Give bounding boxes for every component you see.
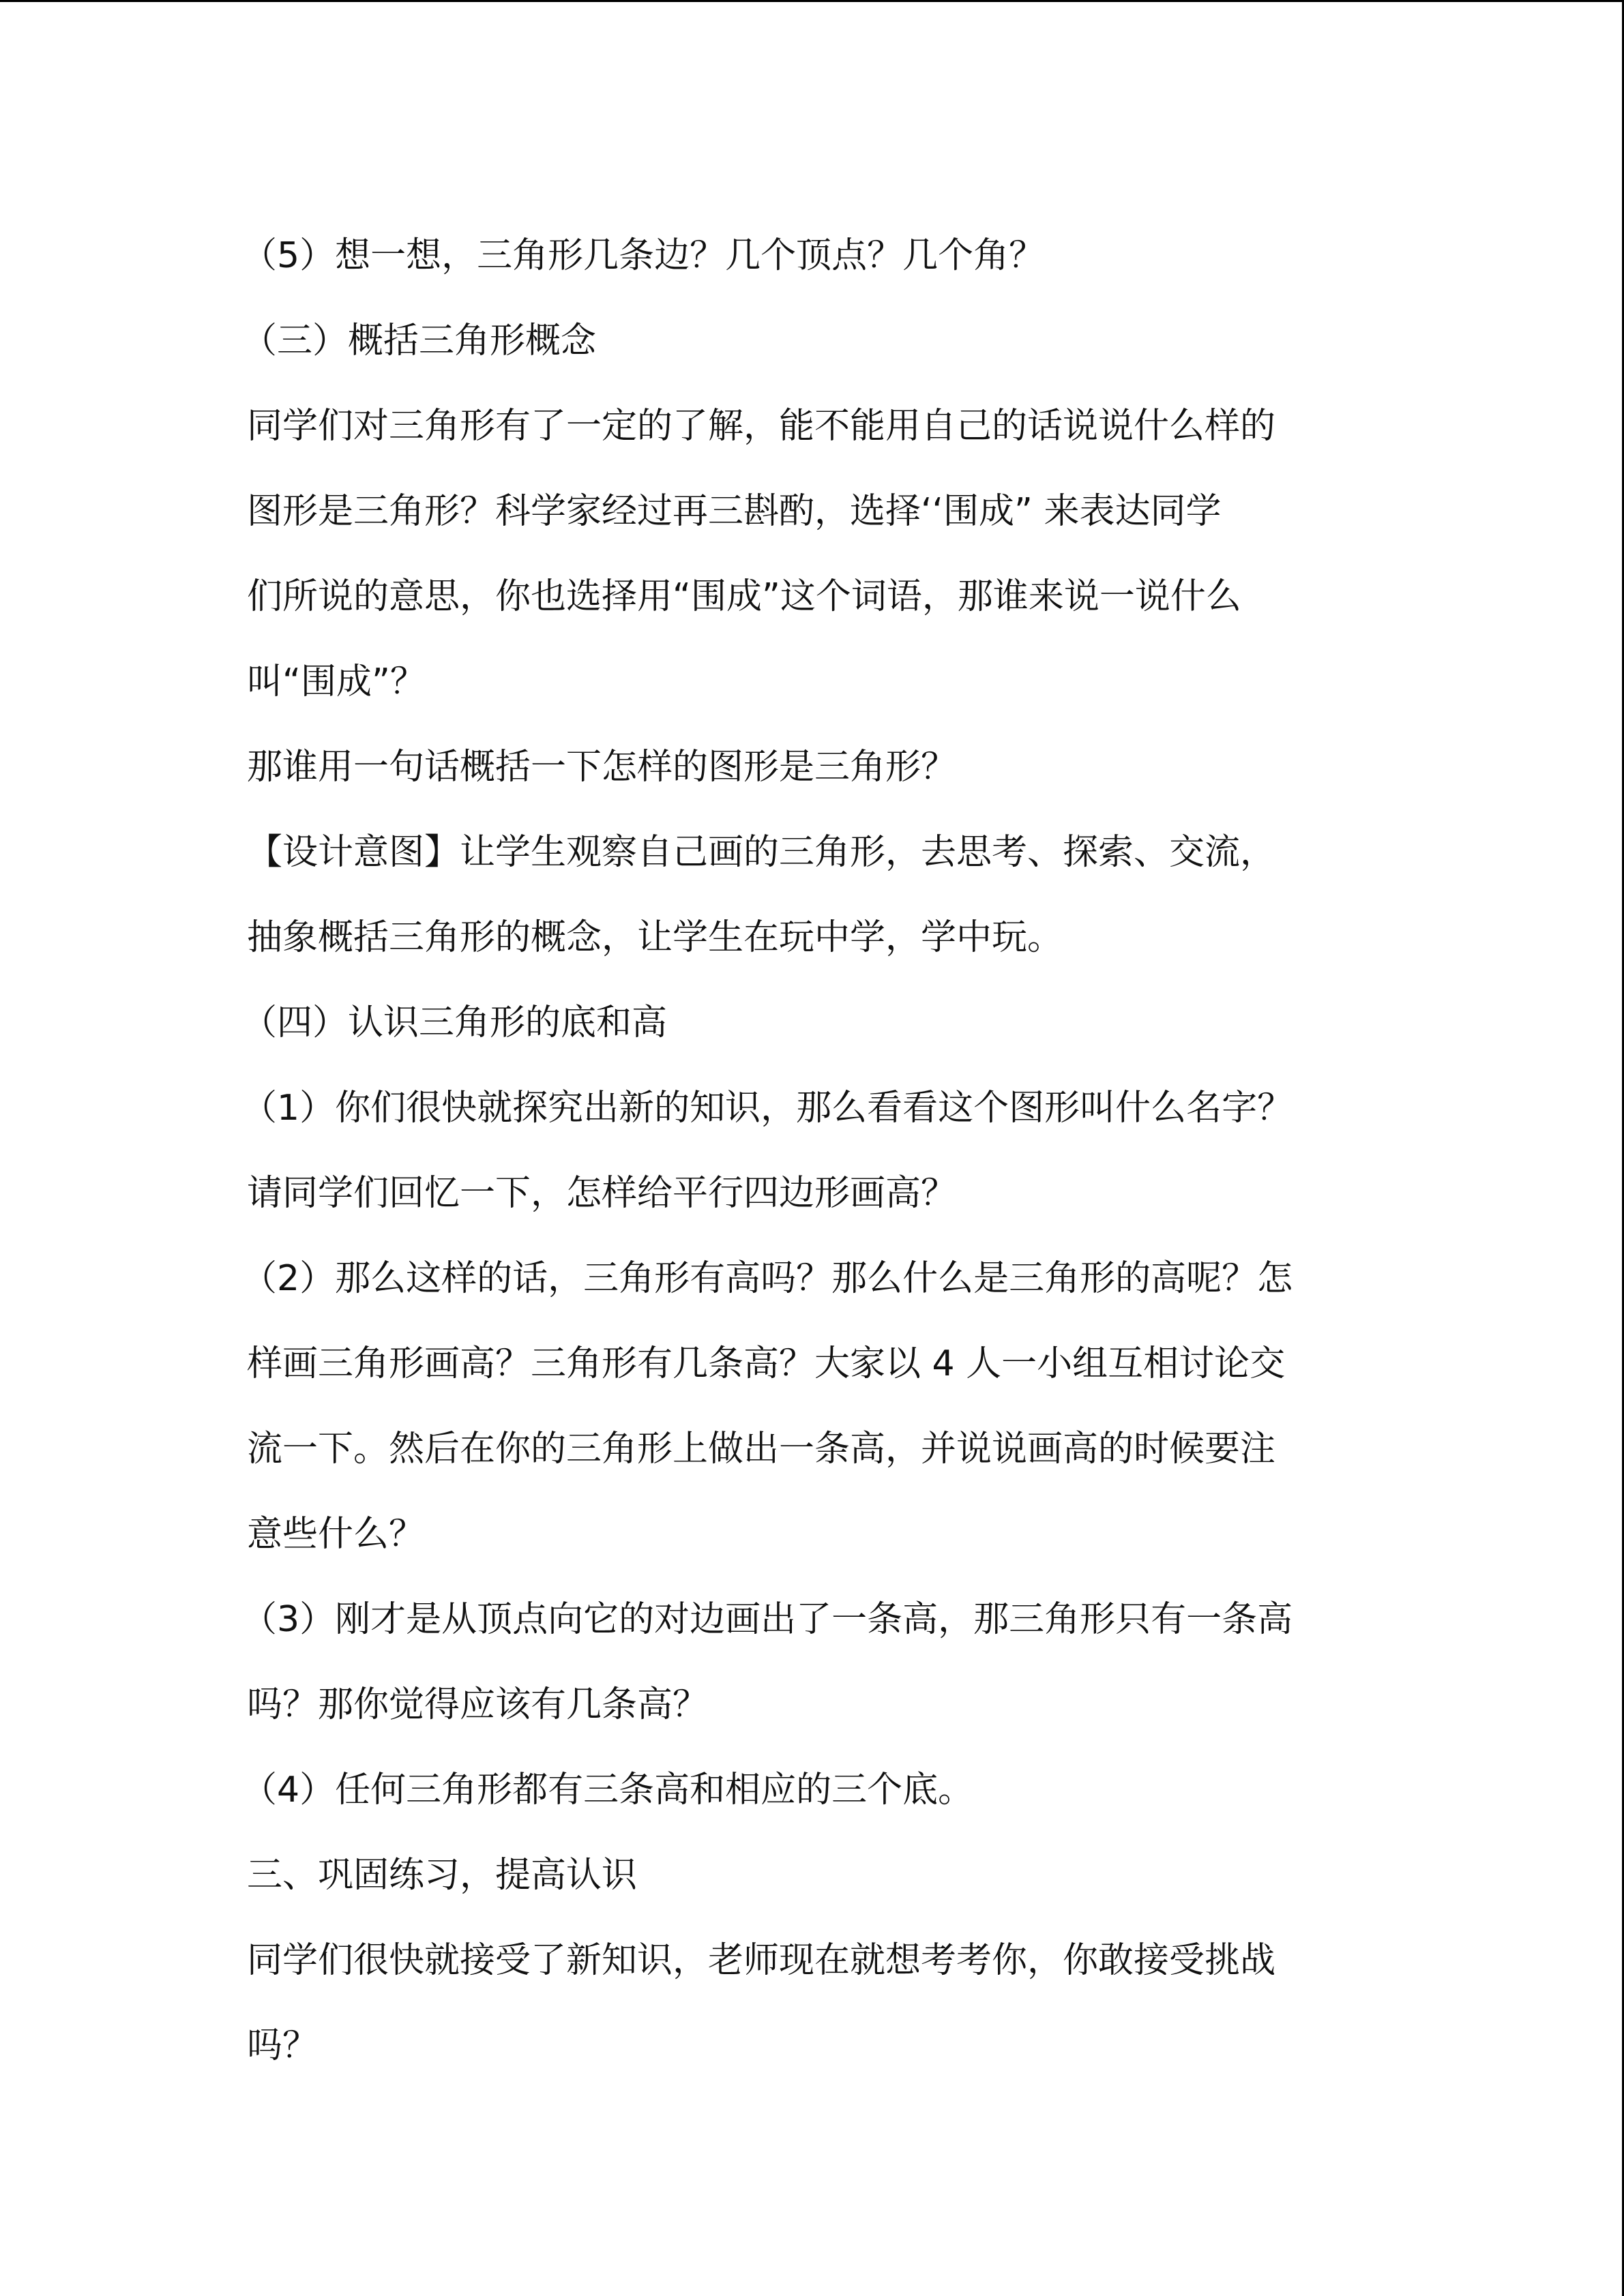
section-heading: 三、巩固练习，提高认识 <box>247 1855 638 1896</box>
paragraph-line: 同学们对三角形有了一定的了解，能不能用自己的话说说什么样的 <box>247 406 1276 447</box>
paragraph-line: 那谁用一句话概括一下怎样的图形是三角形？ <box>247 747 957 788</box>
paragraph-line: 叫“围成”？ <box>247 661 426 702</box>
paragraph-line: 样画三角形画高？三角形有几条高？大家以 4 人一小组互相讨论交 <box>247 1343 1286 1384</box>
paragraph-line: （2）那么这样的话，三角形有高吗？那么什么是三角形的高呢？怎 <box>241 1258 1293 1299</box>
paragraph-line: 请同学们回忆一下，怎样给平行四边形画高？ <box>247 1173 957 1214</box>
section-heading: （四）认识三角形的底和高 <box>241 1002 668 1043</box>
paragraph-line: 们所说的意思，你也选择用“围成”这个词语，那谁来说一说什么 <box>247 576 1241 617</box>
section-heading: （三）概括三角形概念 <box>241 320 597 361</box>
document-body <box>241 213 1393 2089</box>
paragraph-line: （4）任何三角形都有三条高和相应的三个底。 <box>241 1770 974 1810</box>
paragraph-line: 图形是三角形？科学家经过再三斟酌，选择‘‘围成” 来表达同学 <box>247 491 1222 532</box>
paragraph-line: （5）想一想，三角形几条边？几个顶点？几个角？ <box>241 235 1045 276</box>
paragraph-line: （1）你们很快就探究出新的知识，那么看看这个图形叫什么名字？ <box>241 1088 1293 1129</box>
paragraph-line: 流一下。然后在你的三角形上做出一条高，并说说画高的时候要注 <box>247 1429 1276 1470</box>
paragraph-line: 吗？ <box>247 2025 319 2066</box>
paragraph-line: 抽象概括三角形的概念，让学生在玩中学，学中玩。 <box>247 917 1063 958</box>
paragraph-line: （3）刚才是从顶点向它的对边画出了一条高，那三角形只有一条高 <box>241 1599 1293 1640</box>
paragraph-line: 同学们很快就接受了新知识，老师现在就想考考你，你敢接受挑战 <box>247 1940 1276 1981</box>
paragraph-line: 意些什么？ <box>247 1514 425 1555</box>
paragraph-line: 吗？那你觉得应该有几条高？ <box>247 1684 709 1725</box>
design-intent-line: 【设计意图】让学生观察自己画的三角形，去思考、探索、交流， <box>247 832 1276 873</box>
